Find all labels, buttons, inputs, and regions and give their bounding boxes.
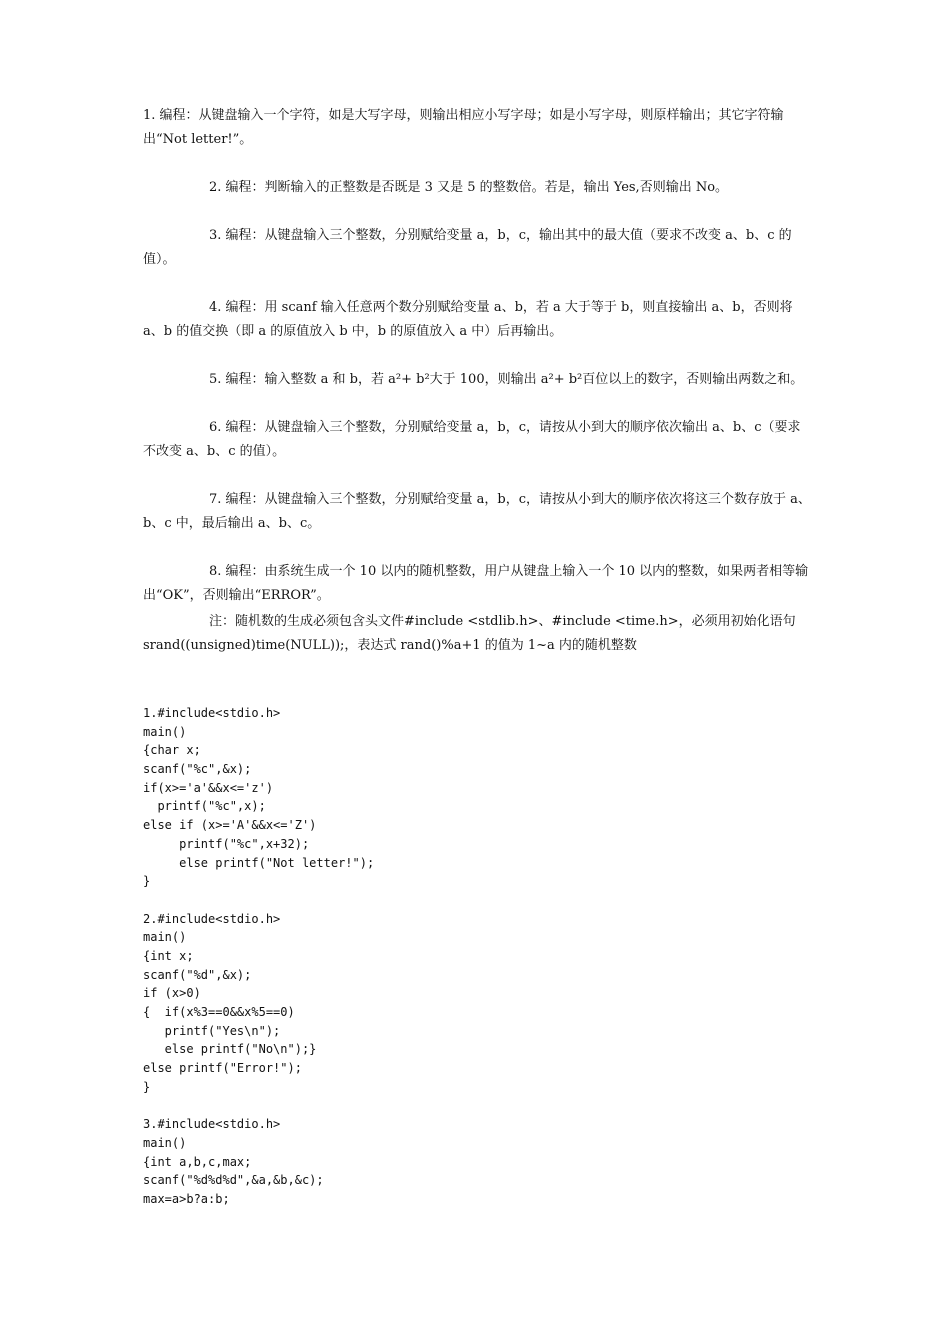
- code-line: scanf("%c",&x);: [143, 762, 252, 777]
- code-line: max=a>b?a:b;: [143, 1191, 230, 1206]
- problem-4: 4. 编程：用 scanf 输入任意两个数分别赋给变量 a、b，若 a 大于等于 b，则直接输出 a、b，否则将 a、b 的值交换（即 a 的原值放入 b 中，b 的原值放入 a 中）后再输出。: [143, 300, 797, 339]
- code-line: main(): [143, 930, 187, 945]
- code-line: { if(x%3==0&&x%5==0): [143, 1005, 295, 1019]
- code-line: {int x;: [143, 948, 194, 963]
- code-line: scanf("%d%d%d",&a,&b,&c);: [143, 1173, 324, 1188]
- code-line: }: [143, 874, 151, 889]
- problem-6: 6. 编程：从键盘输入三个整数，分别赋给变量 a，b，c，请按从小到大的顺序依次输出 a、b、c（要求不改变 a、b、c 的值）。: [143, 420, 801, 459]
- problem-3: 3. 编程：从键盘输入三个整数，分别赋给变量 a，b，c，输出其中的最大值（要求不改变 a、b、c 的值）。: [143, 228, 792, 267]
- code-line: 3.#include<stdio.h>: [143, 1117, 281, 1132]
- code-line: printf("Yes\n");: [143, 1023, 281, 1038]
- code-line: else if (x>='A'&&x<='Z'): [143, 818, 317, 833]
- problem-7: 7. 编程：从键盘输入三个整数，分别赋给变量 a，b，c，请按从小到大的顺序依次将这三个数存放于 a、b、c 中，最后输出 a、b、c。: [143, 492, 811, 531]
- problem-5: 5. 编程：输入整数 a 和 b，若 a²+ b²大于 100，则输出 a²+ b²百位以上的数字，否则输出两数之和。: [209, 372, 804, 387]
- code-line: if (x>0): [143, 986, 201, 1001]
- code-line: else printf("No\n");}: [143, 1042, 317, 1057]
- code-line: main(): [143, 1135, 187, 1150]
- code-block-1: [143, 704, 374, 891]
- code-line: {int a,b,c,max;: [143, 1154, 252, 1169]
- problem-2: 2. 编程：判断输入的正整数是否既是 3 又是 5 的整数倍。若是，输出 Yes,否则输出 No。: [209, 180, 729, 195]
- code-listing: [143, 704, 374, 1227]
- code-line: else printf("Error!");: [143, 1061, 302, 1076]
- code-line: 1.#include<stdio.h>: [143, 706, 281, 720]
- code-line: printf("%c",x);: [143, 799, 266, 814]
- code-block-2: [143, 910, 374, 1097]
- code-line: if(x>='a'&&x<='z'): [143, 780, 274, 795]
- code-line: main(): [143, 724, 187, 739]
- problem-1: 1. 编程：从键盘输入一个字符，如是大写字母，则输出相应小写字母；如是小写字母，则原样输出；其它字符输出“Not letter!”。: [143, 108, 784, 147]
- problem-list: [143, 104, 811, 658]
- code-line: scanf("%d",&x);: [143, 967, 252, 982]
- code-block-3: [143, 1115, 374, 1208]
- random-number-note: 注：随机数的生成必须包含头文件#include <stdlib.h>、#include <time.h>，必须用初始化语句 srand((unsigned)time(NULL));，表达式 rand()%a+1 的值为 1~a 内的随机整数: [143, 614, 800, 653]
- code-line: }: [143, 1079, 151, 1094]
- code-line: else printf("Not letter!");: [143, 855, 375, 870]
- code-line: {char x;: [143, 743, 201, 758]
- code-line: printf("%c",x+32);: [143, 836, 310, 851]
- problem-8: 8. 编程：由系统生成一个 10 以内的随机整数，用户从键盘上输入一个 10 以内的整数，如果两者相等输出“OK”，否则输出“ERROR”。: [143, 564, 809, 603]
- code-line: 2.#include<stdio.h>: [143, 911, 281, 926]
